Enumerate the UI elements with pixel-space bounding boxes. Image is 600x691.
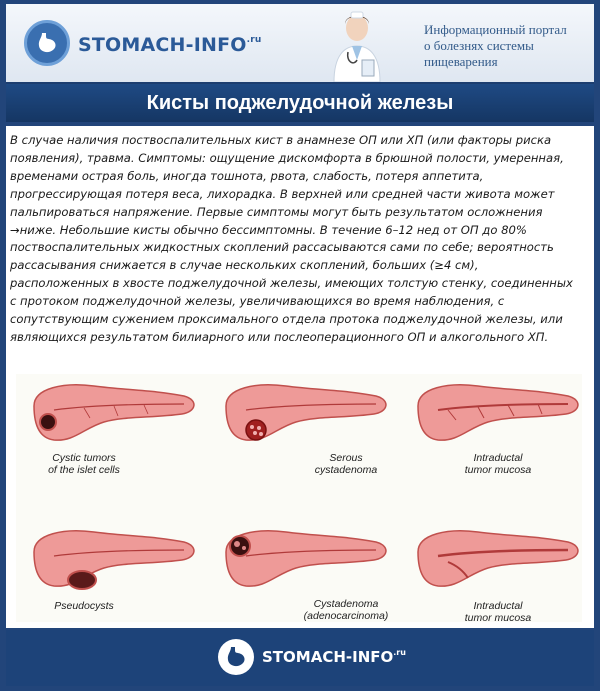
portal-tagline-line: о болезнях системы [424, 38, 534, 53]
stomach-logo-icon[interactable] [24, 20, 70, 66]
figure-caption: Cystadenoma (adenocarcinoma) [303, 598, 389, 622]
pancreas-cyst-icon [24, 522, 204, 596]
pancreas-cyst-icon [216, 522, 396, 596]
pancreas-cyst-icon [408, 522, 588, 596]
figure-cystadenoma [216, 522, 396, 642]
figure-caption: Intraductal tumor mucosa [464, 600, 532, 624]
portal-tagline-line: Информационный портал [424, 22, 567, 37]
pancreas-cyst-icon [216, 376, 396, 450]
figure-caption: Pseudocysts [54, 600, 114, 612]
figure-caption: Intraductal tumor mucosa [464, 452, 532, 476]
stomach-logo-icon[interactable] [218, 639, 254, 675]
figure-cystic-tumors [24, 376, 204, 496]
pancreas-illustrations [16, 374, 582, 622]
site-header [6, 4, 594, 84]
footer-logo-text[interactable]: STOMACH-$INFO^{.ru}$ [262, 648, 406, 666]
portal-tagline-line: пищеварения [424, 54, 498, 69]
title-bar [6, 84, 594, 122]
pancreas-cyst-icon [24, 376, 204, 450]
article-panel [6, 126, 594, 628]
figure-serous-cystadenoma [216, 376, 396, 496]
figure-intraductal-2 [408, 522, 588, 642]
page-title: Кисты поджелудочной железы [146, 92, 454, 114]
figure-pseudocysts [24, 522, 204, 642]
figure-caption: Serous cystadenoma [314, 452, 378, 476]
site-logo-text[interactable]: STOMACH-$INFO^{.ru}$ [78, 34, 262, 56]
article-text: В случае наличия поствоспалительных кист в анамнезе ОП или ХП (или факторы риска появления), травма. Симптомы: ощущение дискомфорта в брюшной полости, умеренная, временами острая боль, иногда тошнота, рвота, слабость, потеря аппетита, прогрессирующая потеря веса, лихорадка. В верхней или средней части живота может пальпироваться напряжение. Первые симптомы могут быть результатом осложнения →ниже. Небольшие кисты обычно бессимптомны. В течение 6–12 нед от ОП до 80% поствоспалительных жидкостных скоплений рассасываются сами по себе; вероятность рассасывания снижается в случае нескольких скоплений, больших (≥4 см), расположенных в хвосте поджелудочной железы, имеющих толстую стенку, соединенных с протоком поджелудочной железы, увеличивающихся во время наблюдения, с сопутствующим сужением проксимального отдела протока поджелудочной железы, или являющихся результатом билиарного или послеоперационного ОП и алкогольного ХП. [10, 133, 573, 344]
portal-tagline [424, 22, 596, 70]
figure-caption: Cystic tumors of the islet cells [48, 452, 120, 476]
site-footer [6, 630, 594, 686]
figure-intraductal-1 [408, 376, 588, 496]
pancreas-cyst-icon [408, 376, 588, 450]
doctor-illustration-icon [324, 8, 390, 82]
